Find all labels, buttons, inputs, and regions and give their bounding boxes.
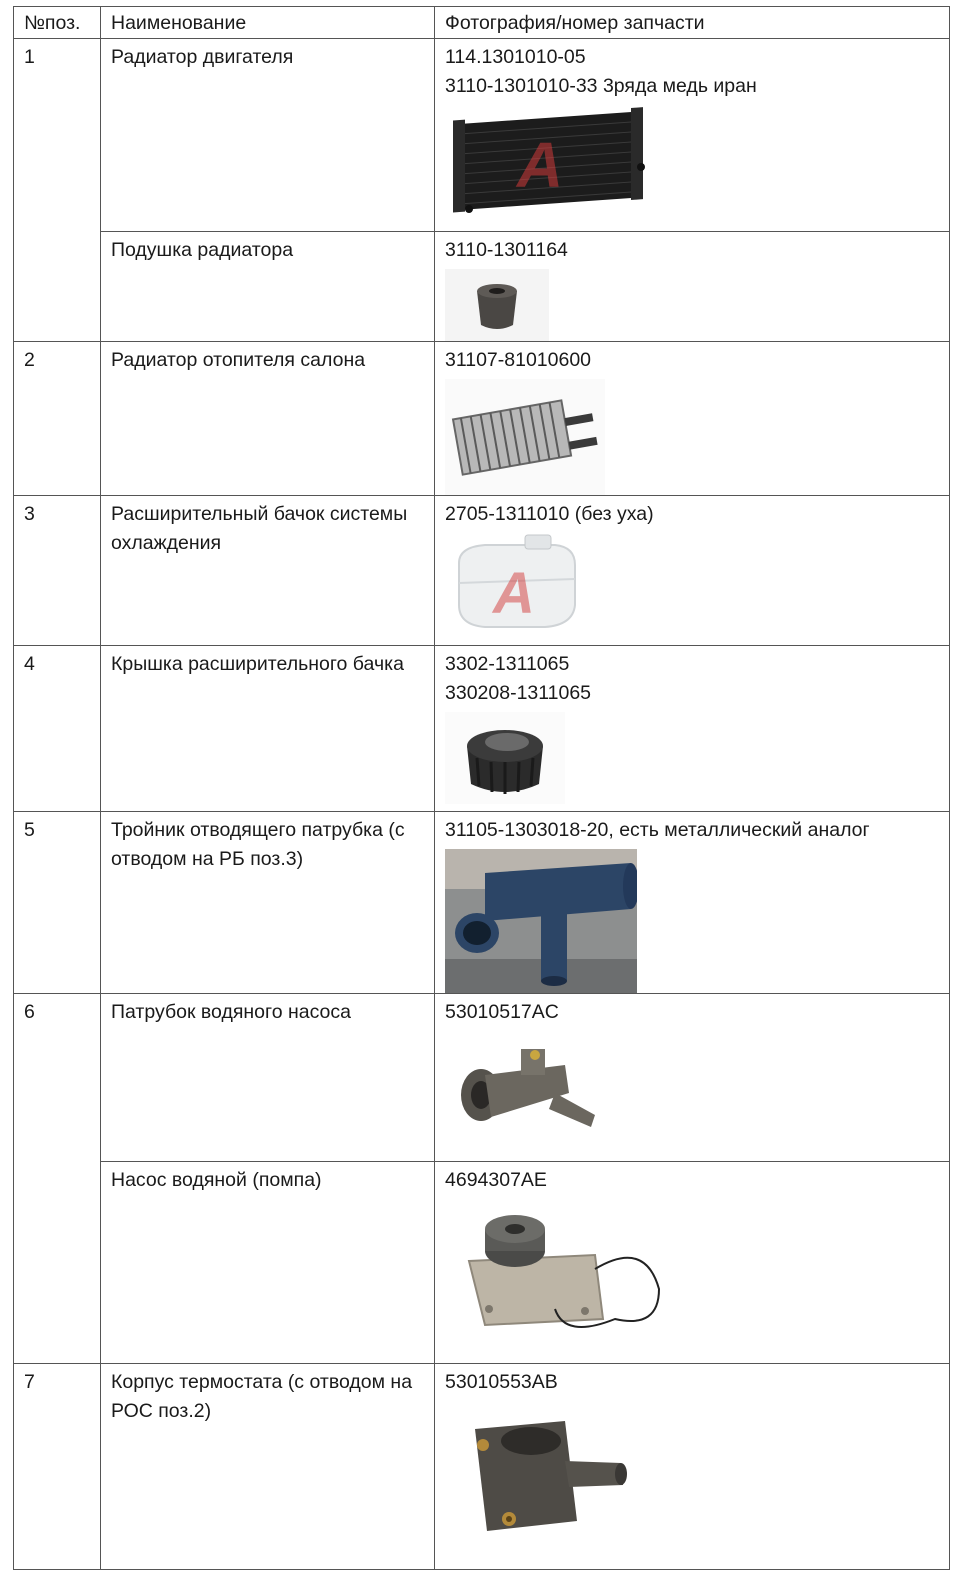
part-number: 31105-1303018-20, есть металлический аналог [445,819,870,841]
engine-radiator-photo [445,105,645,215]
photo-cell [435,496,950,646]
name-cell: Подушка радиатора [101,232,435,342]
part-number: 3110-1301010-33 3ряда медь иран [445,75,757,97]
photo-cell [435,342,950,496]
pos-cell: 2 [14,342,101,496]
part-number: 2705-1311010 (без уха) [445,503,654,525]
tank-cap-photo [445,712,565,804]
photo-cell [435,39,950,232]
table-row [14,39,950,232]
name-cell: Крышка расширительного бачка [101,646,435,812]
tee-pipe-photo [445,849,637,993]
parts-table [13,6,950,1570]
table-row [14,646,950,812]
water-pump-pipe-photo [445,1031,605,1149]
header-photo: Фотография/номер запчасти [435,7,950,39]
name-cell: Расширительный бачок системы охлаждения [101,496,435,646]
pos-cell: 5 [14,812,101,994]
pos-cell: 3 [14,496,101,646]
pos-cell: 4 [14,646,101,812]
photo-cell [435,812,950,994]
heater-core-photo [445,379,605,495]
name-cell: Насос водяной (помпа) [101,1162,435,1364]
photo-cell [435,1162,950,1364]
table-row [14,812,950,994]
svg-text:A: A [493,561,535,626]
name-cell: Радиатор двигателя [101,39,435,232]
header-pos: №поз. [14,7,101,39]
part-number: 4694307AE [445,1169,547,1191]
pos-cell: 6 [14,994,101,1364]
name-cell: Корпус термостата (с отводом на РОС поз.2) [101,1364,435,1570]
expansion-tank-photo [445,533,585,633]
part-number: 53010553AB [445,1371,558,1393]
photo-cell [435,1364,950,1570]
name-cell: Радиатор отопителя салона [101,342,435,496]
header-row [14,7,950,39]
part-number: 31107-81010600 [445,349,592,371]
table-row [14,1364,950,1570]
part-number: 330208-1311065 [445,682,592,704]
part-number: 114.1301010-05 [445,46,586,68]
photo-cell [435,232,950,342]
thermostat-housing-photo [445,1401,641,1551]
table-row [14,342,950,496]
photo-cell [435,994,950,1162]
table-row [14,496,950,646]
part-number: 53010517AC [445,1001,559,1023]
svg-text:A: A [517,129,564,201]
header-name: Наименование [101,7,435,39]
photo-cell [435,646,950,812]
pos-cell: 1 [14,39,101,342]
table-row [14,1162,950,1364]
radiator-cushion-photo [445,269,549,341]
water-pump-photo [445,1199,675,1361]
name-cell: Тройник отводящего патрубка (с отводом на РБ поз.3) [101,812,435,994]
part-number: 3302-1311065 [445,653,570,675]
pos-cell: 7 [14,1364,101,1570]
table-row [14,994,950,1162]
part-number: 3110-1301164 [445,239,568,261]
table-row [14,232,950,342]
name-cell: Патрубок водяного насоса [101,994,435,1162]
